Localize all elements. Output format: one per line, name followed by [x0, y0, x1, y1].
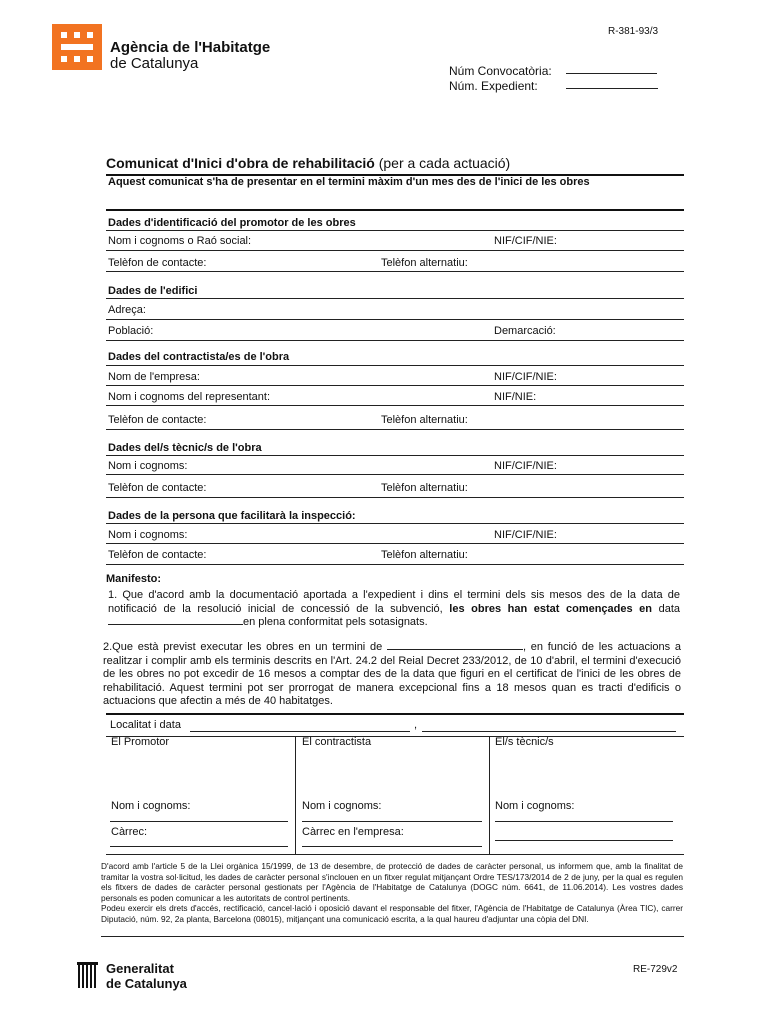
section-rule [106, 713, 684, 715]
column-divider [489, 736, 490, 854]
row-rule [106, 736, 684, 737]
contractor-rep-label: Nom i cognoms del representant: [108, 391, 271, 403]
row-rule [106, 523, 684, 524]
row-rule [106, 250, 684, 251]
inspection-phone-label: Telèfon de contacte: [108, 549, 207, 561]
row-rule [106, 340, 684, 341]
row-rule [106, 455, 684, 456]
building-heading: Dades de l'edifici [108, 285, 198, 297]
row-rule [106, 429, 684, 430]
page-title [106, 155, 510, 171]
manifest-p1-end: en plena conformitat pels sotasignats. [243, 616, 428, 628]
contractor-phone-label: Telèfon de contacte: [108, 414, 207, 426]
manifest-paragraph-2 [103, 641, 681, 709]
execution-term-field[interactable] [387, 649, 523, 650]
contractor-heading: Dades del contractista/es de l'obra [108, 351, 290, 363]
technical-alt-phone-label: Telèfon alternatiu: [381, 482, 468, 494]
manifest-p2-text: , en funció de les actuacions a realitzar i complir amb els terminis descrits en l'Art. 24.2 del Reial Decret 233/2012, de 10 d'abril, el termini d'execució de les obres no pot excedir de 16 mesos a comptar des de la data que figuri en el certificat de l'inici de les obres de rehabilitació. Aquest termini pot ser prorrogat de manera excepcional fins a 18 mesos quan es tracti d'edificis o actuacions que afectin a més de 40 habitatges. [103, 641, 682, 707]
technical-nif-label: NIF/CIF/NIE: [494, 460, 557, 472]
document-code: R-381-93/3 [608, 26, 659, 37]
generalitat-emblem-icon [78, 962, 98, 988]
row-rule [101, 936, 684, 937]
row-rule [106, 564, 684, 565]
signer-promoter-title: El Promotor [111, 736, 170, 748]
row-rule [106, 385, 684, 386]
inspection-heading: Dades de la persona que facilitarà la inspecció: [108, 510, 356, 522]
contractor-name-field[interactable] [302, 821, 482, 822]
contractor-alt-phone-label: Telèfon alternatiu: [381, 414, 468, 426]
manifest-paragraph-1 [108, 589, 680, 630]
title-main: Comunicat d'Inici d'obra de rehabilitació [106, 155, 375, 171]
inspection-alt-phone-label: Telèfon alternatiu: [381, 549, 468, 561]
section-rule [106, 209, 684, 211]
convocatoria-field[interactable] [566, 73, 657, 74]
expedient-label: Núm. Expedient: [449, 79, 538, 93]
row-rule [106, 298, 684, 299]
legal-notice [101, 861, 683, 924]
agency-name-line1: Agència de l'Habitatge [110, 39, 271, 56]
form-version: RE-729v2 [633, 964, 678, 975]
contractor-role-field[interactable] [302, 846, 482, 847]
row-rule [106, 271, 684, 272]
expedient-field[interactable] [566, 88, 658, 89]
row-rule [106, 365, 684, 366]
manifest-heading: Manifesto: [106, 573, 161, 585]
inspection-name-label: Nom i cognoms: [108, 529, 188, 541]
generalitat-line1: Generalitat [106, 961, 174, 976]
convocatoria-label: Núm Convocatòria: [449, 64, 552, 78]
promotor-phone-label: Telèfon de contacte: [108, 257, 207, 269]
promotor-nif-label: NIF/CIF/NIE: [494, 235, 557, 247]
technical-sign-name-label: Nom i cognoms: [495, 800, 575, 812]
manifest-p1-bold: les obres han estat començades en [449, 602, 653, 615]
place-field[interactable] [190, 731, 410, 732]
date-field[interactable] [422, 731, 676, 732]
place-date-comma: , [414, 719, 418, 731]
technical-name-label: Nom i cognoms: [108, 460, 188, 472]
promoter-role-field[interactable] [110, 846, 288, 847]
column-divider [295, 736, 296, 854]
building-address-label: Adreça: [108, 304, 146, 316]
row-rule [106, 319, 684, 320]
page-subtitle: Aquest comunicat s'ha de presentar en el termini màxim d'un mes des de l'inici de les obres [108, 176, 590, 188]
promotor-name-label: Nom i cognoms o Raó social: [108, 235, 252, 247]
technical-extra-field[interactable] [495, 840, 673, 841]
signer-contractor-title: El contractista [302, 736, 372, 748]
technical-phone-label: Telèfon de contacte: [108, 482, 207, 494]
row-rule [106, 405, 684, 406]
contractor-rep-nif-label: NIF/NIE: [494, 391, 537, 403]
row-rule [106, 497, 684, 498]
legal-paragraph-2: Podeu exercir els drets d'accés, rectificació, cancel·lació i oposició davant el responsable del fitxer, l'Agència de l'Habitatge de Catalunya (Àrea TIC), carrer Diputació, núm. 92, 2a planta, Barcelona (08015), mitjançant una comunicació escrita, a la qual haureu d'adjuntar una còpia del DNI. [101, 903, 683, 924]
promoter-role-label: Càrrec: [111, 826, 148, 838]
row-rule [106, 543, 684, 544]
legal-paragraph-1: D'acord amb l'article 5 de la Llei orgànica 15/1999, de 13 de desembre, de protecció de dades de caràcter personal, us informem que, amb la finalitat de tramitar la vostra sol·licitud, les dades de caràcter personal s'inclouen en un fitxer regulat mitjançant Ordre TES/173/2014 de 2 de juny, per la qual es regulen els fitxers de dades de caràcter personal gestionats per l'Agència de l'Habitatge de Catalunya (DOGC núm. 6641, de 11.06.2014). Les vostres dades personals es poden comunicar a les autoritats de control pertinents. [101, 861, 683, 903]
contractor-nif-label: NIF/CIF/NIE: [494, 371, 557, 383]
promotor-heading: Dades d'identificació del promotor de les obres [108, 217, 356, 229]
promotor-alt-phone-label: Telèfon alternatiu: [381, 257, 468, 269]
generalitat-line2: de Catalunya [106, 976, 187, 991]
inspection-nif-label: NIF/CIF/NIE: [494, 529, 557, 541]
start-date-field[interactable] [108, 624, 243, 625]
generalitat-name [106, 961, 187, 991]
building-district-label: Demarcació: [494, 325, 556, 337]
contractor-sign-name-label: Nom i cognoms: [302, 800, 382, 812]
contractor-company-label: Nom de l'empresa: [108, 371, 200, 383]
building-town-label: Població: [108, 325, 154, 337]
title-suffix: (per a cada actuació) [378, 155, 511, 171]
technical-heading: Dades del/s tècnic/s de l'obra [108, 442, 262, 454]
row-rule [106, 230, 684, 231]
contractor-role-label: Càrrec en l'empresa: [302, 826, 404, 838]
agency-name [110, 40, 270, 72]
manifest-p2-start: 2.Que està previst executar les obres en un termini de [103, 641, 383, 653]
manifest-p1-date-label: data [658, 602, 680, 615]
technical-name-field[interactable] [495, 821, 673, 822]
signer-technical-title: El/s tècnic/s [495, 736, 554, 748]
manifest-p1-text: 1. Que d'acord amb la documentació aportada a l'expedient i dins el termini dels sis mesos des de la data de notificació de la resolució inicial de concessió de la subvenció, [108, 589, 680, 615]
agency-logo-icon [52, 24, 102, 70]
promoter-name-label: Nom i cognoms: [111, 800, 191, 812]
place-date-label: Localitat i data [110, 719, 181, 731]
row-rule [106, 854, 684, 855]
agency-name-line2: de Catalunya [110, 55, 199, 72]
promoter-name-field[interactable] [110, 821, 288, 822]
row-rule [106, 474, 684, 475]
